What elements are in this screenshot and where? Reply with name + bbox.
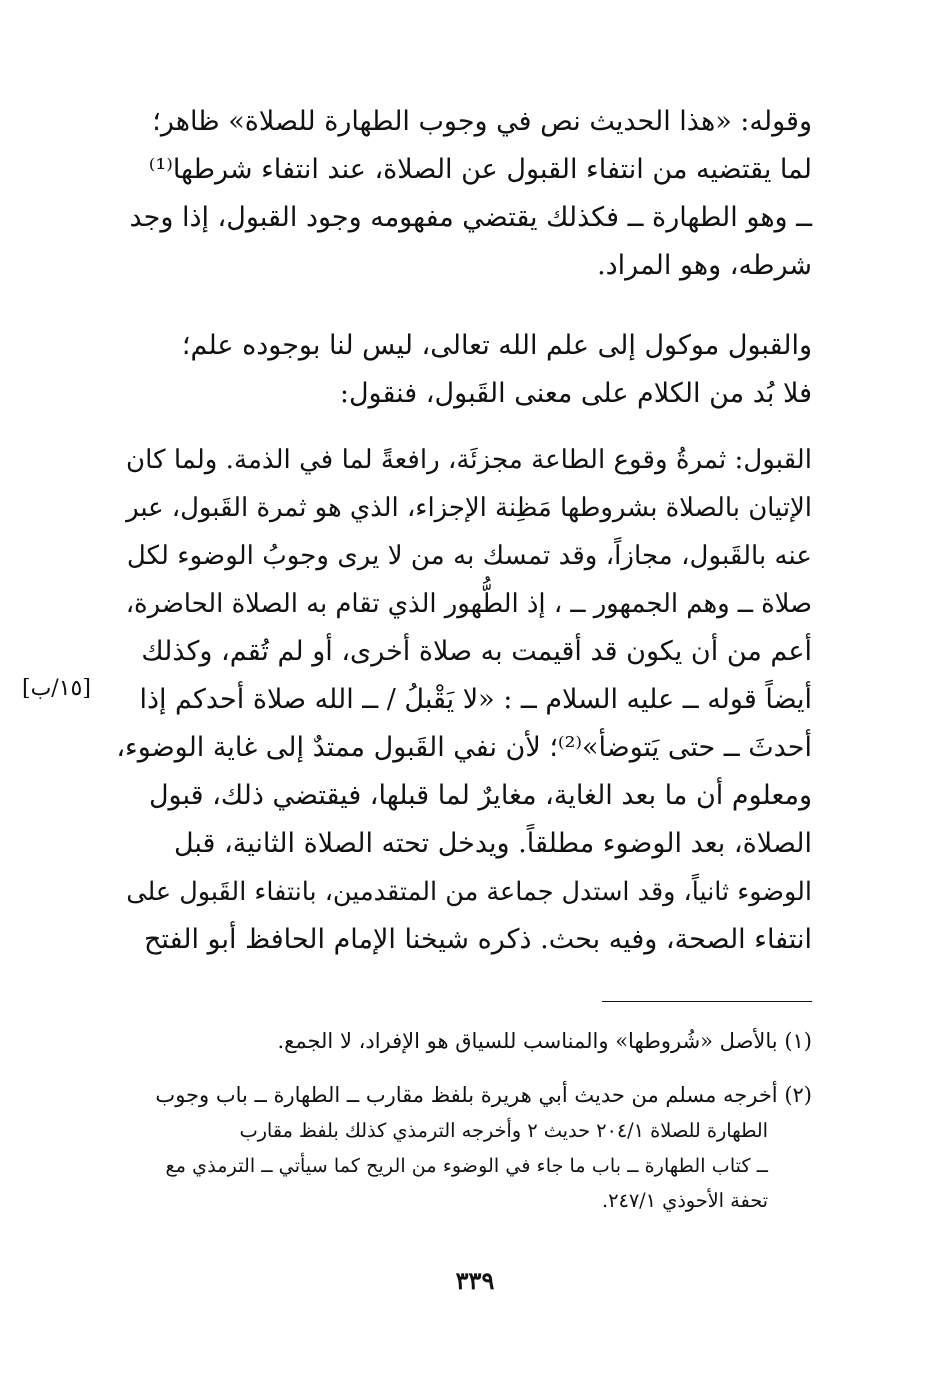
text-line: صلاة ــ وهم الجمهور ــ ، إذ الطُّهور الذي تقام به الصلاة الحاضرة، (125, 589, 812, 619)
text-line: القبول: ثمرةُ وقوع الطاعة مجزئَة، رافعةً لما في الذمة. ولما كان (126, 445, 812, 475)
text-line: عنه بالقَبول، مجازاً، وقد تمسك به من لا يرى وجوبُ الوضوء لكل (126, 541, 812, 571)
text-line: والقبول موكول إلى علم الله تعالى، ليس لنا بوجوده علم؛ (181, 330, 812, 361)
text-line: وقوله: «هذا الحديث نص في وجوب الطهارة للصلاة» ظاهر؛ (152, 106, 812, 137)
text-line: شرطه، وهو المراد. (597, 250, 812, 281)
footnote-separator (602, 1001, 812, 1002)
manuscript-folio-reference: [١٥/ب] (22, 676, 91, 701)
text-line: ــ وهو الطهارة ــ فكذلك يقتضي مفهومه وجود القبول، إذا وجد (129, 202, 812, 233)
footnote-line: تحفة الأحوذي ٢٤٧/١. (602, 1189, 768, 1212)
text-line: الإتيان بالصلاة بشروطها مَظِنة الإجزاء، الذي هو ثمرة القَبول، عبر (126, 493, 812, 523)
text-line: أعم من أن يكون قد أقيمت به صلاة أخرى، أو لم تُقم، وكذلك (141, 636, 812, 667)
footnote-1 (112, 1024, 812, 1059)
text-line: ومعلوم أن ما بعد الغاية، مغايرٌ لما قبلها، فيقتضي ذلك، قبول (148, 780, 812, 811)
text-line: فلا بُد من الكلام على معنى القَبول، فنقول: (339, 378, 812, 409)
footnote-line: (١) بالأصل «شُروطها» والمناسب للسياق هو الإفراد، لا الجمع. (277, 1029, 812, 1053)
paragraph-1 (112, 98, 812, 290)
paragraph-2 (112, 322, 812, 418)
text-line: انتفاء الصحة، وفيه بحث. ذكره شيخنا الإمام الحافظ أبو الفتح (144, 924, 812, 955)
text-line: أيضاً قوله ــ عليه السلام ــ : «لا يَقْبلُ / ــ الله صلاة أحدكم إذا (139, 684, 812, 715)
text-line: الوضوء ثانياً، وقد استدل جماعة من المتقدمين، بانتفاء القَبول على (126, 877, 812, 907)
paragraph-3 (112, 436, 812, 964)
text-line: أحدثَ ــ حتى يَتوضأ»⁽²⁾؛ لأن نفي القَبول ممتدٌ إلى غاية الوضوء، (116, 732, 812, 763)
footnote-2 (112, 1078, 812, 1218)
text-line: لما يقتضيه من انتفاء القبول عن الصلاة، عند انتفاء شرطها⁽¹⁾ (148, 154, 812, 185)
footnote-line: الطهارة للصلاة ٢٠٤/١ حديث ٢ وأخرجه الترمذي كذلك بلفظ مقارب (239, 1119, 768, 1142)
footnote-line: ــ كتاب الطهارة ــ باب ما جاء في الوضوء من الريح كما سيأتي ــ الترمذي مع (165, 1154, 768, 1177)
text-line: الصلاة، بعد الوضوء مطلقاً. ويدخل تحته الصلاة الثانية، قبل (173, 828, 812, 859)
page-number: ٣٣٩ (455, 1266, 495, 1295)
footnote-line: (٢) أخرجه مسلم من حديث أبي هريرة بلفظ مقارب ــ الطهارة ــ باب وجوب (155, 1083, 812, 1107)
